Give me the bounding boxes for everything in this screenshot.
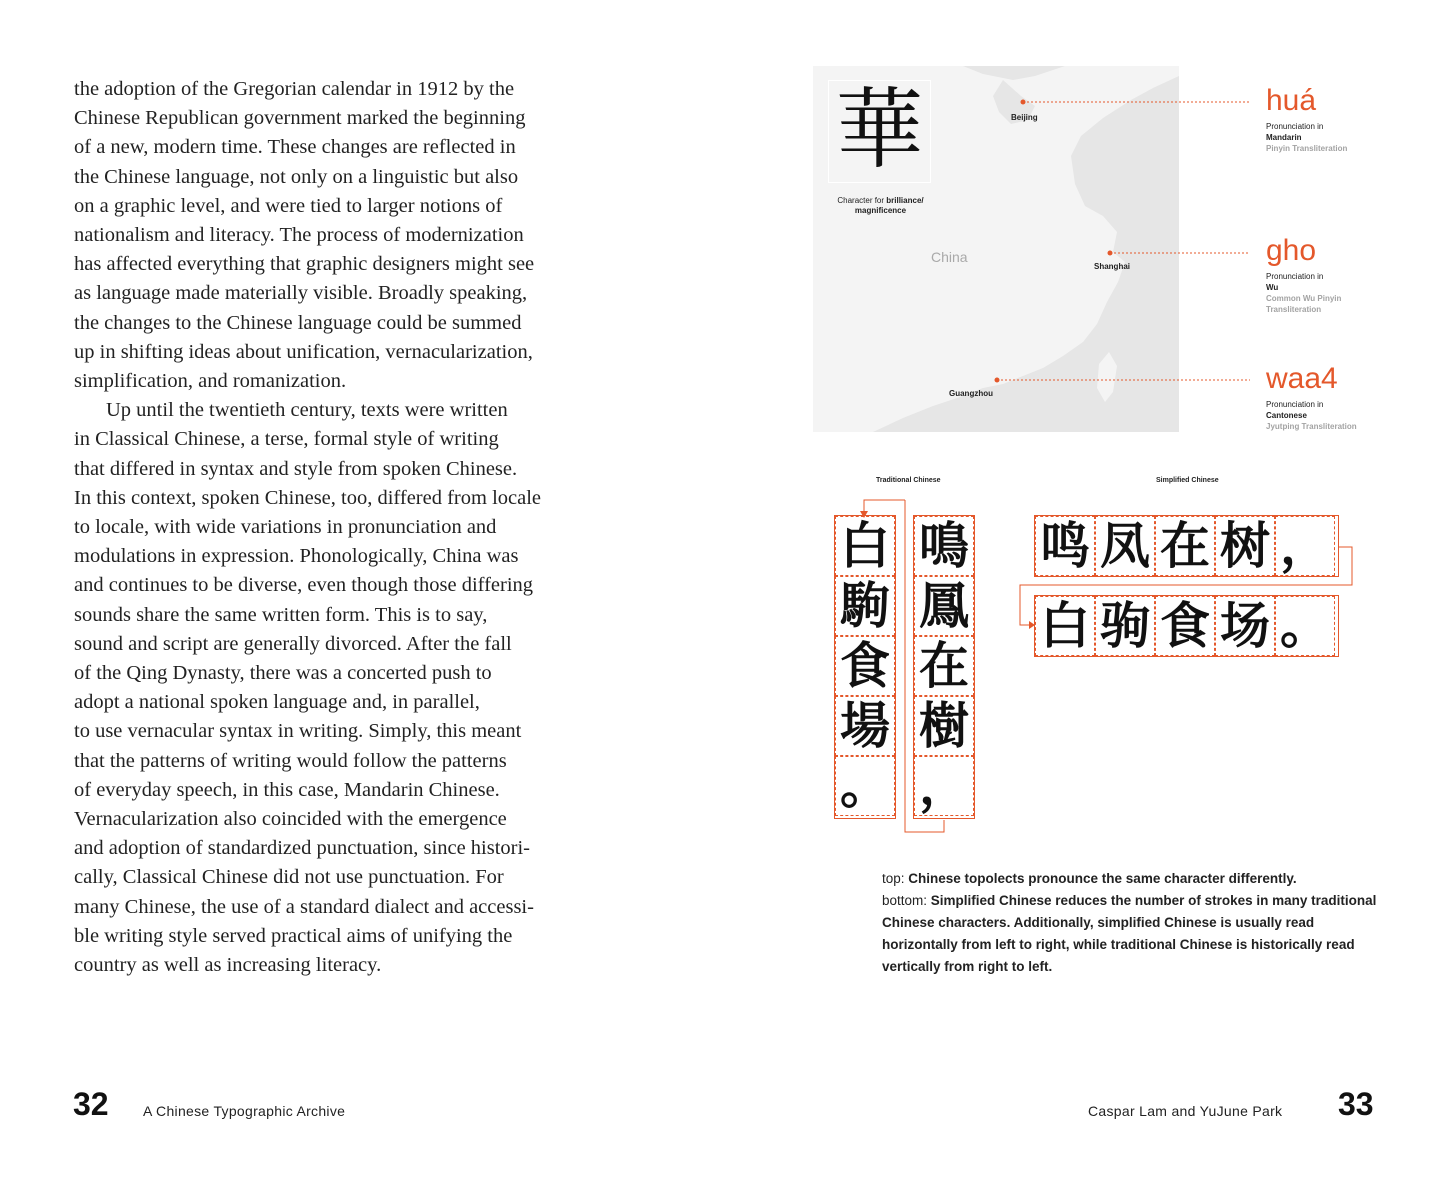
simplified-character: ， [1275,516,1335,576]
label-traditional: Traditional Chinese [876,477,941,484]
body-line: many Chinese, the use of a standard dialect and accessi- [74,895,534,918]
body-line: nationalism and literacy. The process of modernization [74,224,524,247]
body-line: Chinese Republican government marked the beginning [74,107,526,130]
traditional-character: ， [914,756,974,816]
city-shanghai: Shanghai [1094,262,1131,271]
body-line: up in shifting ideas about unification, vernacularization, [74,340,533,363]
traditional-character: 場 [835,696,895,756]
body-line: simplification, and romanization. [74,370,347,393]
pronunciation-wu: gho Pronunciation in Wu Common Wu Pinyin Transliteration [1266,234,1342,314]
figure-caption: top: Chinese topolects pronounce the same character differently. bottom: Simplified Chinese reduces the number of strokes in many traditional Chinese characters. Additionally, simplified Chinese is usually read horizontally from left to right, while traditional Chinese is historically read vertically from right to left. [882,871,1377,974]
simplified-character: 白 [1035,596,1095,656]
simplified-character: 在 [1155,516,1215,576]
body-line: sounds share the same written form. This is to say, [74,603,488,626]
simplified-character: 鸣 [1035,516,1095,576]
simplified-character: 树 [1215,516,1275,576]
body-line: and adoption of standardized punctuation, since histori- [74,837,531,860]
traditional-character: 鳳 [914,576,974,636]
body-line: of the Qing Dynasty, there was a concerted push to [74,662,492,685]
traditional-character: 樹 [914,696,974,756]
traditional-character: 。 [835,756,895,816]
traditional-character: 白 [835,516,895,576]
simplified-character: 凤 [1095,516,1155,576]
body-line: modulations in expression. Phonologically, China was [74,545,519,568]
label-simplified: Simplified Chinese [1156,477,1219,484]
simplified-character: 。 [1275,596,1335,656]
body-line: to use vernacular syntax in writing. Simply, this meant [74,720,522,743]
traditional-character: 鳴 [914,516,974,576]
map-country-label: China [931,249,968,265]
body-line: on a graphic level, and were tied to larger notions of [74,194,503,217]
body-line: the changes to the Chinese language could be summed [74,311,522,334]
body-line: of a new, modern time. These changes are reflected in [74,136,516,159]
city-guangzhou: Guangzhou [949,389,993,398]
body-line: to locale, with wide variations in pronunciation and [74,516,497,539]
body-line: ble writing style served practical aims of unifying the [74,924,513,947]
page-number-left: 32 [73,1086,109,1122]
page-number-right: 33 [1338,1086,1374,1122]
body-line: the Chinese language, not only on a linguistic but also [74,165,519,188]
traditional-character: 在 [914,636,974,696]
traditional-character: 駒 [835,576,895,636]
body-line: in Classical Chinese, a terse, formal style of writing [74,428,499,451]
body-line: the adoption of the Gregorian calendar in 1912 by the [74,78,515,100]
body-line: Vernacularization also coincided with the emergence [74,808,507,831]
body-line: cally, Classical Chinese did not use punctuation. For [74,866,504,889]
body-line: adopt a national spoken language and, in parallel, [74,691,480,714]
traditional-character: 食 [835,636,895,696]
body-line: has affected everything that graphic designers might see [74,253,535,276]
body-line: sound and script are generally divorced. After the fall [74,632,512,655]
body-line: and continues to be diverse, even though those differing [74,574,534,597]
simplified-character: 食 [1155,596,1215,656]
running-head-right: Caspar Lam and YuJune Park [1088,1103,1283,1119]
simplified-character: 场 [1215,596,1275,656]
pronunciation-cantonese: waa4 Pronunciation in Cantonese Jyutping Transliteration [1266,362,1357,431]
simplified-character: 驹 [1095,596,1155,656]
running-head-left: A Chinese Typographic Archive [143,1103,346,1119]
body-line: country as well as increasing literacy. [74,954,382,977]
body-line: that the patterns of writing would follow the patterns [74,749,507,772]
city-beijing: Beijing [1011,113,1038,122]
character-hua: 華 [828,80,931,183]
body-line: that differed in syntax and style from spoken Chinese. [74,457,518,480]
body-line: Up until the twentieth century, texts were written [106,399,508,422]
body-line: of everyday speech, in this case, Mandarin Chinese. [74,778,500,801]
pronunciation-mandarin: huá Pronunciation in Mandarin Pinyin Transliteration [1266,84,1348,153]
character-caption: Character for brilliance/ magnificence [837,196,924,215]
body-line: as language made materially visible. Broadly speaking, [74,282,528,305]
body-line: In this context, spoken Chinese, too, differed from locale [74,486,542,509]
